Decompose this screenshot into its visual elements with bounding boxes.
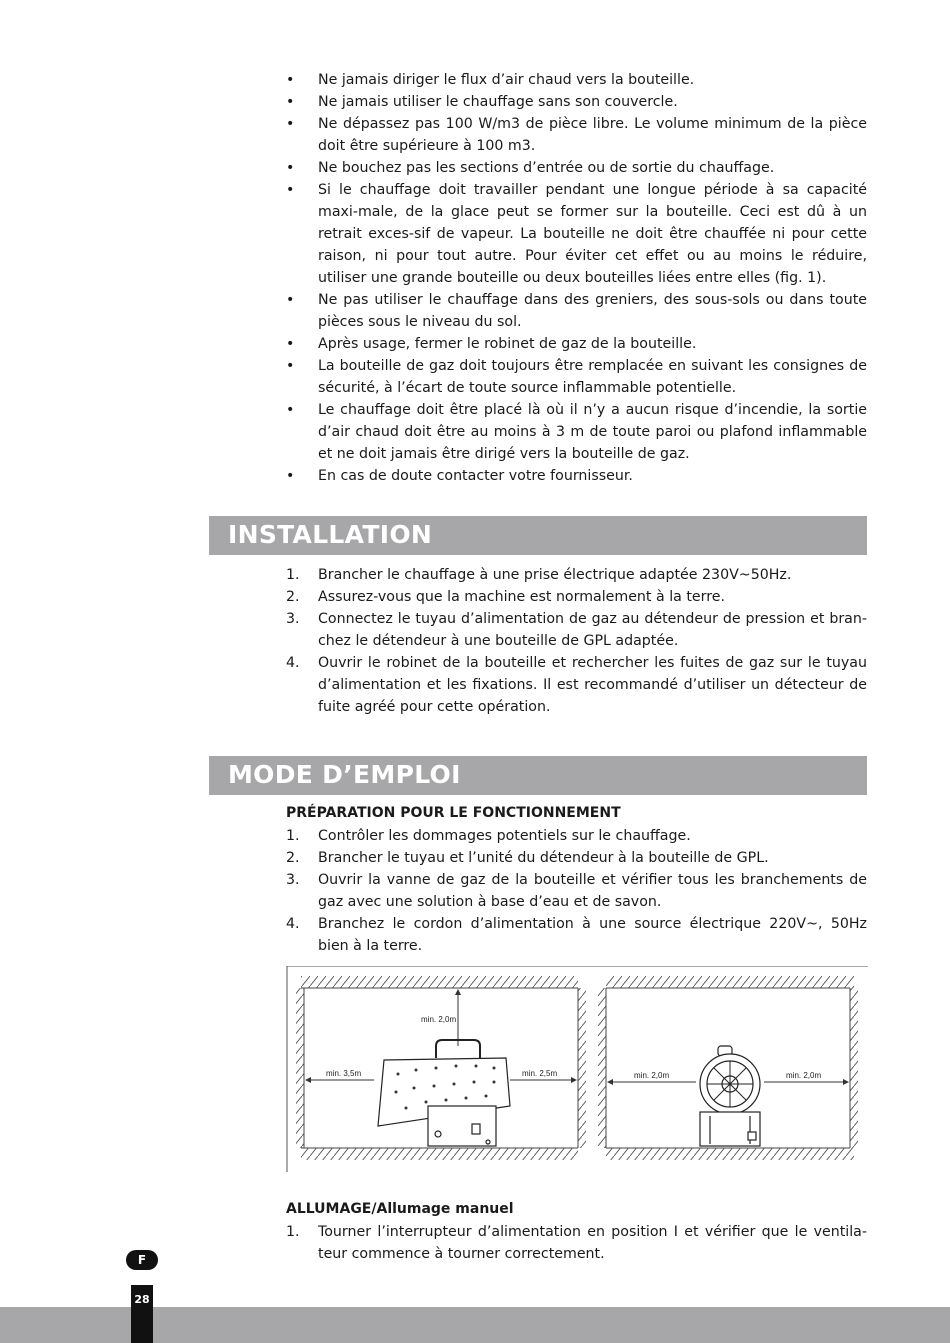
preparation-heading: PRÉPARATION POUR LE FONCTIONNEMENT <box>286 805 621 821</box>
list-item-text: Ne jamais diriger le flux d’air chaud vers la bouteille. <box>318 72 695 88</box>
list-item-text: La bouteille de gaz doit toujours être remplacée en suivant les consignes de sécurité, à l’écart de toute source inflammable potentielle. <box>318 358 867 396</box>
heater-side-icon <box>378 1040 510 1146</box>
page-number: 28 <box>134 1293 150 1306</box>
list-item-text: Si le chauffage doit travailler pendant une longue période à sa capacité maxi-male, de la glace peut se former sur la bouteille. Ceci est dû à un retrait exces-sif de vapeur. La bouteille ne doit être chauffée ni pour cette raison, ni pour tout autre. Pour éviter cet effet ou au moins le réduire, utiliser une grande bouteille ou deux bouteilles liées entre elles (fig. 1). <box>318 182 867 286</box>
list-marker: 4. <box>286 655 300 671</box>
preparation-step <box>284 825 867 847</box>
installation-section-header <box>209 516 867 555</box>
safety-bullet-item <box>284 399 867 465</box>
installation-step <box>284 586 867 608</box>
list-item-text: Brancher le tuyau et l’unité du détendeur à la bouteille de GPL. <box>318 850 769 866</box>
installation-steps <box>284 564 867 718</box>
front-view-panel <box>598 976 858 1160</box>
safety-bullet-item <box>284 465 867 487</box>
safety-bullet-item <box>284 179 867 289</box>
list-item-text: Le chauffage doit être placé là où il n’y a aucun risque d’incendie, la sortie d’air chaud doit être au moins à 3 m de toute paroi ou plafond inflammable et ne doit jamais être dirigé vers la bouteille de gaz. <box>318 402 867 462</box>
list-item-text: En cas de doute contacter votre fournisseur. <box>318 468 633 484</box>
preparation-step <box>284 869 867 913</box>
safety-bullet-item <box>284 333 867 355</box>
rear-clearance-label: min. 3,5m <box>326 1069 362 1078</box>
list-item-text: Contrôler les dommages potentiels sur le chauffage. <box>318 828 691 844</box>
list-marker: 2. <box>286 850 300 866</box>
preparation-step <box>284 847 867 869</box>
page-number-box <box>131 1285 153 1343</box>
list-item-text: Branchez le cordon d’alimentation à une source électrique 220V~, 50Hz bien à la terre. <box>318 916 867 954</box>
list-item-text: Brancher le chauffage à une prise électrique adaptée 230V~50Hz. <box>318 567 792 583</box>
list-marker: • <box>286 358 295 374</box>
list-item-text: Ne pas utiliser le chauffage dans des greniers, des sous-sols ou dans toute pièces sous le niveau du sol. <box>318 292 867 330</box>
installation-step <box>284 608 867 652</box>
list-item-text: Tourner l’interrupteur d’alimentation en position I et vérifier que le ventila-teur commence à tourner correctement. <box>318 1224 867 1262</box>
list-marker: 4. <box>286 916 300 932</box>
top-clearance-label: min. 2,0m <box>421 1015 457 1024</box>
safety-bullet-item <box>284 355 867 399</box>
safety-bullet-item <box>284 157 867 179</box>
list-item-text: Ouvrir la vanne de gaz de la bouteille et vérifier tous les branchements de gaz avec une solution à base d’eau et de savon. <box>318 872 867 910</box>
front-clearance-label: min. 2,5m <box>522 1069 558 1078</box>
installation-step <box>284 564 867 586</box>
list-marker: • <box>286 182 295 198</box>
safety-bullet-item <box>284 69 867 91</box>
safety-bullet-list <box>284 69 867 487</box>
preparation-steps <box>284 825 867 957</box>
list-marker: • <box>286 468 295 484</box>
mode-emploi-title: MODE D’EMPLOI <box>228 760 461 789</box>
heater-front-icon <box>700 1046 760 1146</box>
ignition-step <box>284 1221 867 1265</box>
list-marker: 1. <box>286 567 300 583</box>
list-item-text: Connectez le tuyau d’alimentation de gaz au détendeur de pression et bran-chez le détendeur à une bouteille de GPL adaptée. <box>318 611 867 649</box>
mode-emploi-section-header <box>209 756 867 795</box>
list-item-text: Ouvrir le robinet de la bouteille et rechercher les fuites de gaz sur le tuyau d’alimentation et les fixations. Il est recommandé d’utiliser un détecteur de fuite agréé pour cette opération. <box>318 655 867 715</box>
installation-step <box>284 652 867 718</box>
safety-bullet-item <box>284 289 867 333</box>
clearance-diagram <box>286 966 868 1172</box>
list-marker: • <box>286 292 295 308</box>
language-badge: F <box>126 1250 158 1270</box>
safety-bullet-item <box>284 91 867 113</box>
list-marker: • <box>286 94 295 110</box>
list-marker: 1. <box>286 828 300 844</box>
list-marker: 3. <box>286 872 300 888</box>
list-marker: • <box>286 116 295 132</box>
list-item-text: Assurez-vous que la machine est normalement à la terre. <box>318 589 725 605</box>
list-item-text: Ne bouchez pas les sections d’entrée ou de sortie du chauffage. <box>318 160 775 176</box>
left-clearance-label: min. 2,0m <box>634 1071 670 1080</box>
installation-title: INSTALLATION <box>228 520 433 549</box>
ignition-steps <box>284 1221 867 1265</box>
list-item-text: Ne dépassez pas 100 W/m3 de pièce libre. Le volume minimum de la pièce doit être supérieure à 100 m3. <box>318 116 867 154</box>
preparation-step <box>284 913 867 957</box>
list-marker: 1. <box>286 1224 300 1240</box>
list-marker: • <box>286 402 295 418</box>
safety-bullet-item <box>284 113 867 157</box>
list-marker: 3. <box>286 611 300 627</box>
list-item-text: Après usage, fermer le robinet de gaz de la bouteille. <box>318 336 697 352</box>
list-marker: • <box>286 160 295 176</box>
ignition-heading: ALLUMAGE/Allumage manuel <box>286 1201 514 1217</box>
list-marker: 2. <box>286 589 300 605</box>
list-marker: • <box>286 336 295 352</box>
list-item-text: Ne jamais utiliser le chauffage sans son couvercle. <box>318 94 678 110</box>
right-clearance-label: min. 2,0m <box>786 1071 822 1080</box>
side-view-panel <box>296 976 586 1160</box>
list-marker: • <box>286 72 295 88</box>
